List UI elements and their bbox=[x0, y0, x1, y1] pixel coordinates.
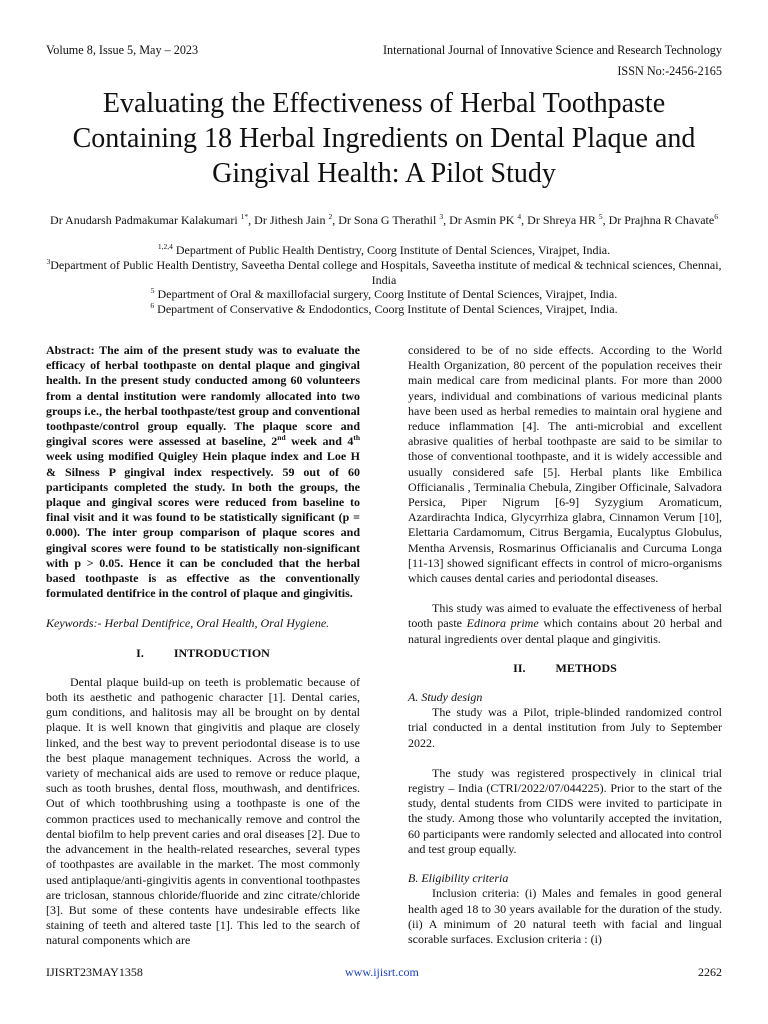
article-id: IJISRT23MAY1358 bbox=[46, 965, 143, 979]
affiliation-3-marker: 5 bbox=[150, 286, 155, 295]
study-aim-text-2: which contains about 20 herbal and natural ingredients over dental plaque and gingivitis. bbox=[408, 616, 722, 646]
page-number: 2262 bbox=[698, 965, 722, 979]
introduction-paragraph: Dental plaque build-up on teeth is problematic because of both its aesthetic and pathogenic character [1]. Dental caries, gum conditions, and halitosis may all be brought on by dental plaque. It is well known that gingivitis and plaque are closely linked, and the best way to prevent periodontal disease is to use the best plaque management techniques. Across the world, a variety of mechanical aids are used to remove or reduce plaque, such as tooth brushes, dental floss, mouthwash, and dentifrices. Out of which toothbrushing using a toothpaste is one of the common practices used to mechanically remove and control the dental biofilm to help prevent caries and oral diseases [2]. Due to the advancement in the health-related researches, several types of toothpastes are available in the market. The most commonly used antiplaque/anti-gingivitis agents in conventional toothpastes are triclosan, stannous chloride/fluoride and zinc citrate/chloride [3]. But some of these contents have undesirable effects like staining of teeth and altered taste [1]. This led to the search of natural components which are bbox=[46, 674, 360, 948]
affiliation-4-marker: 6 bbox=[150, 301, 155, 310]
journal-website-link[interactable]: www.ijisrt.com bbox=[345, 965, 419, 979]
affiliation-3 bbox=[46, 287, 722, 302]
study-design-heading: A. Study design bbox=[408, 690, 483, 705]
study-aim-text-1: This study was aimed to evaluate the effectiveness of herbal tooth paste bbox=[408, 601, 722, 631]
abstract bbox=[46, 343, 360, 601]
abstract-text-2: week and 4 bbox=[285, 434, 354, 449]
abstract-text-3: week using modified Quigley Hein plaque index and Loe H & Silness P gingival index respectively. 59 out of 60 participants completed the study. In both the groups, the plaque and gingival scores were reduced from baseline to final visit and it was found to be statistically significant (p = 0.000). The inter group comparison of plaque scores and gingival scores were found to be statistically non-significant with p > 0.05. Hence it can be concluded that the herbal based toothpaste is as effective as the conventionally formulated dentifrice in the control of plaque and gingivitis. bbox=[46, 449, 360, 601]
author-5-affil: 5 bbox=[598, 212, 603, 221]
author-1-affil: 1* bbox=[240, 212, 249, 221]
volume-issue: Volume 8, Issue 5, May – 2023 bbox=[46, 43, 199, 57]
author-4-affil: 4 bbox=[517, 212, 522, 221]
author-3-affil: 3 bbox=[439, 212, 444, 221]
introduction-heading: I. INTRODUCTION bbox=[136, 645, 270, 660]
author-2-affil: 2 bbox=[328, 212, 333, 221]
registration-paragraph: The study was registered prospectively in clinical trial registry – India (CTRI/2022/07/044225). Prior to the start of the study, dental students from CIDS were invited to participate in the study. Among those who voluntarily accepted the invitation, 60 participants were randomly selected and allocated into control and test group equally. bbox=[408, 765, 722, 856]
journal-name: International Journal of Innovative Science and Research Technology bbox=[382, 43, 722, 57]
right-column bbox=[408, 343, 722, 947]
affiliation-4 bbox=[46, 302, 722, 317]
keywords: Keywords:- Herbal Dentifrice, Oral Health, Oral Hygiene. bbox=[46, 616, 330, 631]
issn: ISSN No:-2456-2165 bbox=[617, 64, 722, 78]
paper-title: Evaluating the Effectiveness of Herbal Toothpaste Containing 18 Herbal Ingredients on Dental Plaque and Gingival Health: A Pilot Study bbox=[72, 88, 696, 189]
eligibility-paragraph: Inclusion criteria: (i) Males and females in good general health aged 18 to 30 years available for the duration of the study. (ii) A minimum of 20 natural teeth with facial and lingual scorable surfaces. Exclusion criteria : (i) bbox=[408, 886, 722, 946]
intro-continuation: considered to be of no side effects. According to the World Health Organization, 80 percent of the population receives their main medical care from medicinal plants. For more than 2000 years, individual and combinations of various medicinal plants have been used as herbal remedies to maintain oral hygiene and reduce inflammation [4]. The anti-microbial and excellent abrasive qualities of herbal toothpaste are said to be similar to those of conventional toothpaste, and it is widely accessible and usually considered safe [5]. Herbal plants like Embilica Officianalis , Terminalia Chebula, Zingiber Officinale, Salvadora Persica, Piper Nigrum [6-9] Syzygium Aromaticum, Azardirachta Indica, Glycyrrhiza glabra, Cinnamon Verum [10], Elettaria Cardamomum, Citrus Bergamia, Eucalyptus Globulus, Mentha Arvensis, Rosmarinus Officianalis and Curcuma Longa [11-13] showed significant effects in control of micro-organisms which causes dental caries and periodontal diseases. bbox=[408, 343, 722, 586]
author-2: , Dr Jithesh Jain bbox=[248, 213, 329, 227]
author-6: , Dr Prajhna R Chavate bbox=[602, 213, 715, 227]
methods-heading: II. METHODS bbox=[513, 660, 617, 675]
affiliation-1-text: Department of Public Health Dentistry, Coorg Institute of Dental Sciences, Virajpet, India. bbox=[172, 243, 611, 257]
abstract-text-1: Abstract: The aim of the present study was to evaluate the efficacy of herbal toothpaste on dental plaque and gingival health. In the present study conducted among 60 volunteers from a dental institution were randomly allocated into two groups i.e., the herbal toothpaste/test group and conventional toothpaste/control group equally. The plaque score and gingival scores were assessed at baseline, 2 bbox=[46, 343, 360, 449]
abstract-sup-2: th bbox=[353, 433, 361, 443]
toothpaste-brand: Edinora prime bbox=[466, 616, 539, 631]
author-4: , Dr Asmin PK bbox=[443, 213, 518, 227]
affiliation-1-marker: 1,2,4 bbox=[157, 242, 173, 251]
affiliation-2-marker: 3 bbox=[46, 257, 51, 266]
author-list bbox=[46, 213, 722, 228]
study-aim-paragraph bbox=[408, 601, 722, 647]
affiliation-2 bbox=[46, 258, 722, 287]
eligibility-heading: B. Eligibility criteria bbox=[408, 871, 509, 886]
affiliation-3-text: Department of Oral & maxillofacial surgery, Coorg Institute of Dental Sciences, Virajpet, India. bbox=[154, 287, 618, 301]
study-design-paragraph: The study was a Pilot, triple-blinded randomized control trial conducted in a dental institution from July to September 2022. bbox=[408, 705, 722, 750]
affiliation-2-text: Department of Public Health Dentistry, Saveetha Dental college and Hospitals, Saveetha institute of medical & technical sciences, Chennai, India bbox=[50, 258, 722, 287]
author-6-affil: 6 bbox=[714, 212, 718, 221]
author-1: Dr Anudarsh Padmakumar Kalakumari bbox=[50, 213, 241, 227]
affiliation-4-text: Department of Conservative & Endodontics, Coorg Institute of Dental Sciences, Virajpet, India. bbox=[154, 302, 618, 316]
author-5: , Dr Shreya HR bbox=[521, 213, 599, 227]
author-3: , Dr Sona G Therathil bbox=[332, 213, 440, 227]
abstract-sup-1: nd bbox=[277, 433, 286, 443]
affiliation-1 bbox=[46, 243, 722, 258]
left-column bbox=[46, 343, 360, 949]
